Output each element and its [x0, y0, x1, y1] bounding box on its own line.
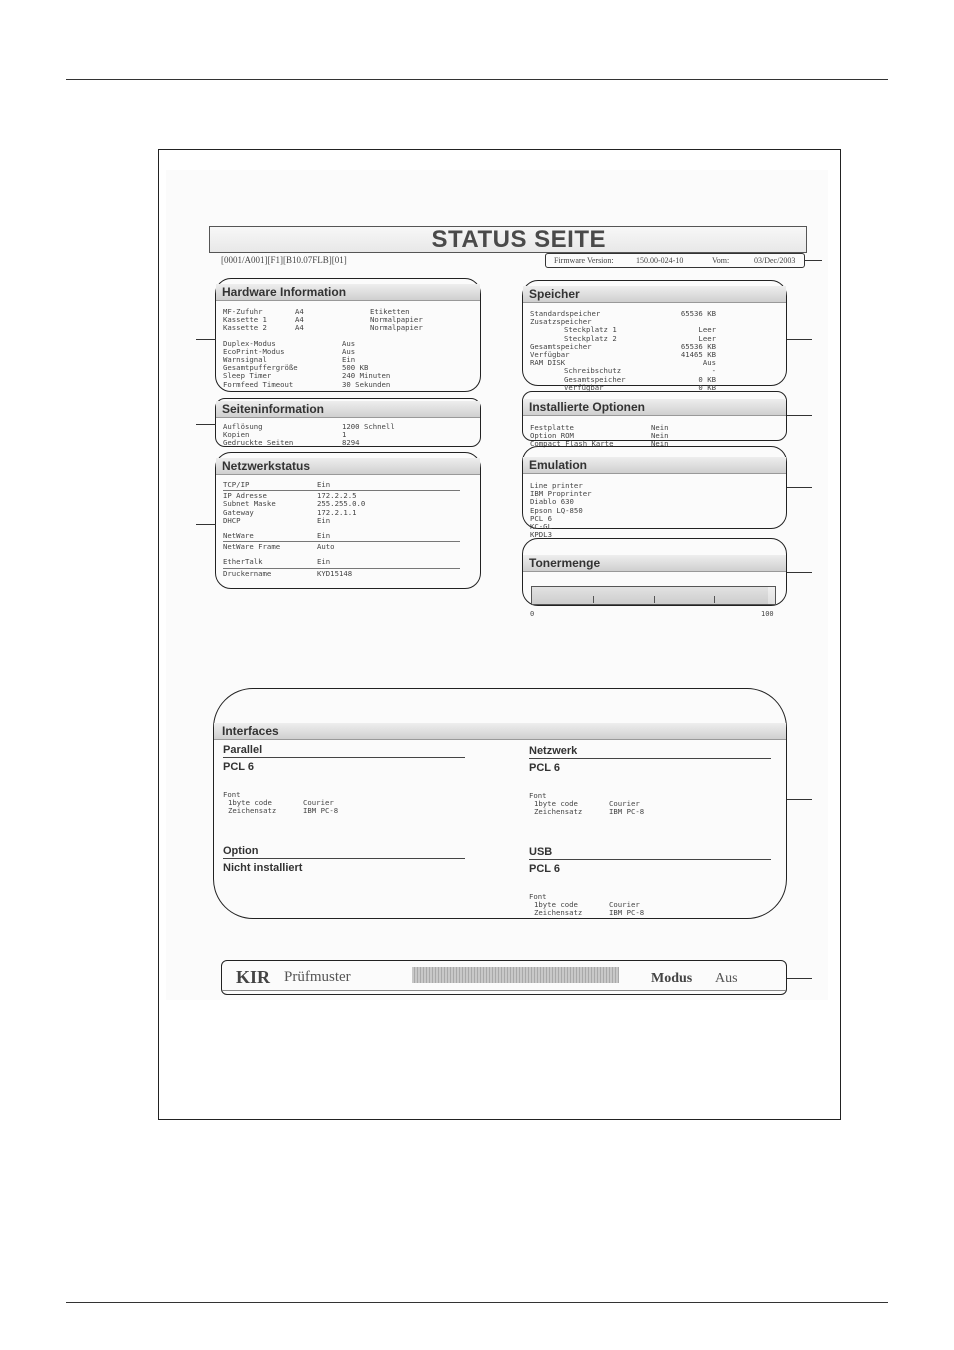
interface-parallel	[223, 744, 465, 816]
kir-underline	[222, 990, 786, 991]
mem-row: Steckplatz 2 Leer	[564, 333, 716, 343]
hardware-section	[215, 278, 481, 392]
callout-kir	[787, 978, 812, 979]
mem-row: Standardspeicher 65536 KB	[530, 309, 716, 318]
net-row: EtherTalk Ein	[223, 557, 331, 567]
net-row: Druckername KYD15148	[223, 568, 353, 578]
emulation-item: Epson LQ-850	[530, 505, 583, 515]
net-row: Gateway 172.2.1.1	[223, 507, 357, 517]
network-title: Netzwerkstatus	[216, 458, 480, 475]
page-info-title: Seiteninformation	[216, 401, 480, 418]
mem-row: Schreibschutz -	[564, 366, 716, 376]
hw-row: Kassette 2 A4 Normalpapier	[223, 323, 423, 333]
toner-tick	[654, 596, 655, 603]
page-info-row: Auflösung 1200 Schnell	[223, 422, 395, 431]
hw-row: Kassette 1 A4 Normalpapier	[223, 315, 423, 325]
toner-title: Tonermenge	[523, 555, 786, 572]
interface-usb	[529, 846, 771, 918]
kir-label: Prüfmuster	[284, 969, 351, 985]
callout-firmware	[805, 260, 822, 261]
netzwerk-head: Netzwerk	[529, 745, 771, 759]
hw-row: Duplex-Modus Aus	[223, 338, 356, 348]
net-row: NetWare Frame Auto	[223, 542, 335, 552]
toner-level-fill	[532, 587, 768, 604]
emulation-list	[530, 481, 780, 540]
firmware-date: 03/Dec/2003	[754, 256, 796, 265]
kir-section	[221, 960, 787, 995]
options-rows	[530, 423, 780, 449]
page-info-row: Gedruckte Seiten 8294	[223, 438, 360, 448]
usb-font: Font 1byte code Courier Zeichensatz IBM PC-8	[529, 892, 645, 918]
hardware-title: Hardware Information	[216, 284, 480, 301]
footer-rule	[66, 1302, 888, 1303]
options-section	[522, 391, 787, 449]
callout-interfaces	[787, 799, 812, 800]
kir-mode-value: Aus	[715, 971, 738, 986]
emulation-section	[522, 446, 787, 540]
opt-row: Festplatte Nein	[530, 423, 669, 432]
opt-row: Option ROM Nein	[530, 431, 669, 441]
option-head: Option	[223, 845, 465, 859]
net-row: TCP/IP Ein	[223, 480, 331, 489]
emulation-item: Line printer	[530, 481, 583, 490]
callout-page-info	[196, 424, 216, 425]
hw-row: Sleep Timer 240 Minuten	[223, 371, 391, 381]
page-info-rows	[223, 423, 474, 448]
netzwerk-font: Font 1byte code Courier Zeichensatz IBM PC-8	[529, 791, 645, 817]
toner-tick	[714, 596, 715, 603]
mem-row: Verfügbar 41465 KB	[530, 349, 716, 359]
page-title-box	[209, 226, 807, 253]
toner-scale-min: 0	[530, 610, 535, 618]
firmware-date-label: Vom:	[712, 256, 730, 265]
kir-test-pattern	[412, 967, 619, 983]
interface-netzwerk	[529, 745, 771, 817]
emulation-item: PCL 6	[530, 513, 552, 523]
network-section	[215, 452, 481, 589]
mem-row: Steckplatz 1 Leer	[564, 325, 716, 335]
mem-row: Verfügbar 0 KB	[564, 382, 716, 392]
hw-row: EcoPrint-Modus Aus	[223, 346, 356, 356]
hw-row: Formfeed Timeout 30 Sekunden	[223, 379, 391, 389]
kir-brand: KIR	[236, 967, 271, 987]
toner-section	[522, 538, 787, 606]
kir-mode-label: Modus	[651, 971, 693, 986]
firmware-box	[545, 253, 805, 268]
mem-row: Gesamtspeicher 65536 KB	[530, 341, 716, 351]
callout-hardware	[196, 339, 216, 340]
emulation-item: IBM Proprinter	[530, 489, 592, 499]
callout-options	[787, 415, 812, 416]
emulation-item: Diablo 630	[530, 497, 574, 507]
interfaces-title: Interfaces	[214, 723, 786, 740]
options-title: Installierte Optionen	[523, 399, 786, 416]
mem-row: RAM DISK Aus	[530, 358, 716, 368]
firmware-value: 150.00-024-10	[636, 256, 684, 265]
page-title: STATUS SEITE	[431, 226, 606, 253]
callout-memory	[787, 339, 812, 340]
callout-network	[196, 524, 216, 525]
config-code: [0001/A001][F1][B10.07FLB][01]	[221, 255, 347, 265]
hw-row: MF-Zufuhr A4 Etiketten	[223, 307, 410, 316]
parallel-head: Parallel	[223, 744, 465, 758]
netzwerk-pdl: PCL 6	[529, 762, 560, 774]
mem-row: Zusatzspeicher	[530, 317, 592, 327]
hardware-rows	[223, 308, 474, 389]
net-row: DHCP Ein	[223, 515, 331, 525]
usb-head: USB	[529, 846, 771, 860]
parallel-font: Font 1byte code Courier Zeichensatz IBM PC-8	[223, 790, 339, 816]
firmware-label: Firmware Version:	[554, 256, 614, 265]
hw-row: Warnsignal Ein	[223, 354, 356, 364]
toner-scale-max: 100	[761, 610, 774, 618]
net-row: NetWare Ein	[223, 530, 331, 540]
memory-title: Speicher	[523, 286, 786, 303]
toner-tick	[593, 596, 594, 603]
opt-row: Compact Flash Karte Nein	[530, 439, 669, 449]
usb-pdl: PCL 6	[529, 863, 560, 875]
toner-level-bar	[531, 586, 776, 605]
hw-row: Gesamtpuffergröße 500 KB	[223, 363, 369, 373]
callout-emulation	[787, 487, 812, 488]
callout-toner	[787, 572, 812, 573]
network-rows	[223, 481, 474, 578]
memory-section	[522, 280, 787, 392]
memory-rows	[530, 309, 716, 392]
page-info-section	[215, 398, 481, 447]
parallel-pdl: PCL 6	[223, 761, 254, 773]
header-rule	[66, 79, 888, 80]
emulation-item: KC-GL	[530, 521, 552, 531]
net-row: Subnet Maske 255.255.0.0	[223, 499, 366, 509]
net-row: IP Adresse 172.2.2.5	[223, 491, 357, 501]
page-info-row: Kopien 1	[223, 430, 347, 440]
mem-row: Gesamtspeicher 0 KB	[564, 374, 716, 384]
emulation-item: KPDL3	[530, 530, 552, 540]
option-status: Nicht installiert	[223, 862, 303, 874]
interface-option	[223, 845, 465, 874]
emulation-title: Emulation	[523, 457, 786, 474]
